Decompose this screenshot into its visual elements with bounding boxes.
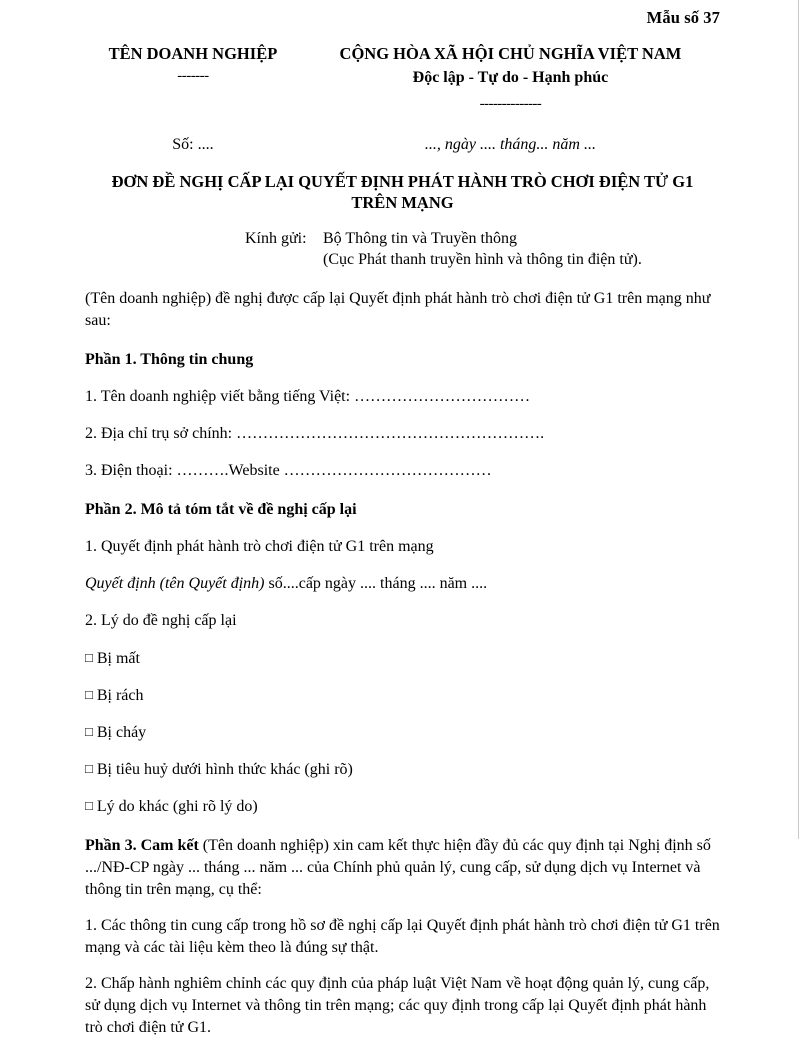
section3-commitment-2: 2. Chấp hành nghiêm chỉnh các quy định của pháp luật Việt Nam về hoạt động quản lý, cung cấp, sử dụng dịch vụ Internet và thông tin trên mạng; các quy định trong cấp lại Quyết định phát hành trò chơi điện tử G1. <box>85 975 710 1037</box>
recipient-department: (Cục Phát thanh truyền hình và thông tin điện tử). <box>323 251 642 269</box>
national-motto-line2: Độc lập - Tự do - Hạnh phúc <box>412 69 609 87</box>
masthead-right <box>301 43 720 116</box>
section2-decision-detail: số....cấp ngày .... tháng .... năm .... <box>264 575 488 593</box>
masthead <box>85 43 720 116</box>
checkbox-icon[interactable]: □ <box>85 686 93 702</box>
reference-date: ..., ngày .... tháng... năm ... <box>424 135 596 153</box>
organization-rule: ------- <box>177 68 209 85</box>
section3-heading: Phần 3. Cam kết <box>85 836 199 854</box>
checkbox-option-destroyed[interactable] <box>85 759 720 781</box>
checkbox-label: Bị tiêu huỷ dưới hình thức khác (ghi rõ) <box>96 760 353 778</box>
section1-item-1: 1. Tên doanh nghiệp viết bằng tiếng Việt: …………………………… <box>85 387 531 405</box>
section3-commitment-1: 1. Các thông tin cung cấp trong hồ sơ đề nghị cấp lại Quyết định phát hành trò chơi điện tử G1 trên mạng và các tài liệu kèm theo là đúng sự thật. <box>85 917 720 957</box>
checkbox-option-burnt[interactable] <box>85 722 720 744</box>
form-number: Mẫu số 37 <box>646 8 720 27</box>
organization-name: TÊN DOANH NGHIỆP <box>108 43 278 63</box>
section1-item-2: 2. Địa chỉ trụ sở chính: …………………………………………………. <box>85 425 545 443</box>
recipient-name: Bộ Thông tin và Truyền thông <box>323 229 517 247</box>
section2-heading: Phần 2. Mô tả tóm tắt về đề nghị cấp lại <box>85 501 357 519</box>
section1-item-3: 3. Điện thoại: ……….Website ………………………………… <box>85 462 492 480</box>
page-title-line1: ĐƠN ĐỀ NGHỊ CẤP LẠI QUYẾT ĐỊNH PHÁT HÀNH TRÒ CHƠI ĐIỆN TỬ G1 <box>111 171 694 191</box>
reference-row <box>85 136 720 154</box>
section2-item-1: 1. Quyết định phát hành trò chơi điện tử G1 trên mạng <box>85 538 434 556</box>
checkbox-option-lost[interactable] <box>85 648 720 670</box>
section2-decision-name: Quyết định (tên Quyết định) <box>85 575 265 593</box>
national-motto-line1: CỘNG HÒA XÃ HỘI CHỦ NGHĨA VIỆT NAM <box>339 43 682 63</box>
checkbox-icon[interactable]: □ <box>85 797 93 813</box>
checkbox-label: Bị rách <box>96 686 144 704</box>
checkbox-option-other[interactable] <box>85 796 720 818</box>
recipient-primary <box>245 228 720 250</box>
checkbox-label: Lý do khác (ghi rõ lý do) <box>96 797 258 815</box>
checkbox-icon[interactable]: □ <box>85 649 93 665</box>
section1-heading: Phần 1. Thông tin chung <box>85 350 254 368</box>
reference-number: Số: .... <box>172 135 214 153</box>
section3-heading-paragraph <box>85 835 720 901</box>
section2-item-2: 2. Lý do đề nghị cấp lại <box>85 612 237 630</box>
checkbox-icon[interactable]: □ <box>85 723 93 739</box>
intro-paragraph: (Tên doanh nghiệp) đề nghị được cấp lại Quyết định phát hành trò chơi điện tử G1 trên mạng như sau: <box>85 289 711 329</box>
checkbox-label: Bị cháy <box>96 723 147 741</box>
checkbox-icon[interactable]: □ <box>85 760 93 776</box>
section3-heading-text: (Tên doanh nghiệp) xin cam kết thực hiện đầy đủ các quy định tại Nghị định số .../NĐ-CP ngày ... tháng ... năm ... của Chính phủ quản lý, cung cấp, sử dụng dịch vụ Internet và thông tin trên mạng, cụ thể: <box>85 836 711 899</box>
recipient-label: Kính gửi: <box>245 229 307 247</box>
recipient-block <box>85 228 720 271</box>
masthead-left <box>85 43 301 88</box>
section2-decision-line <box>85 573 720 595</box>
page-title <box>85 171 720 214</box>
checkbox-label: Bị mất <box>96 649 140 667</box>
checkbox-option-torn[interactable] <box>85 685 720 707</box>
page-title-line2: TRÊN MẠNG <box>351 193 454 213</box>
national-motto-rule: -------------- <box>479 95 542 112</box>
